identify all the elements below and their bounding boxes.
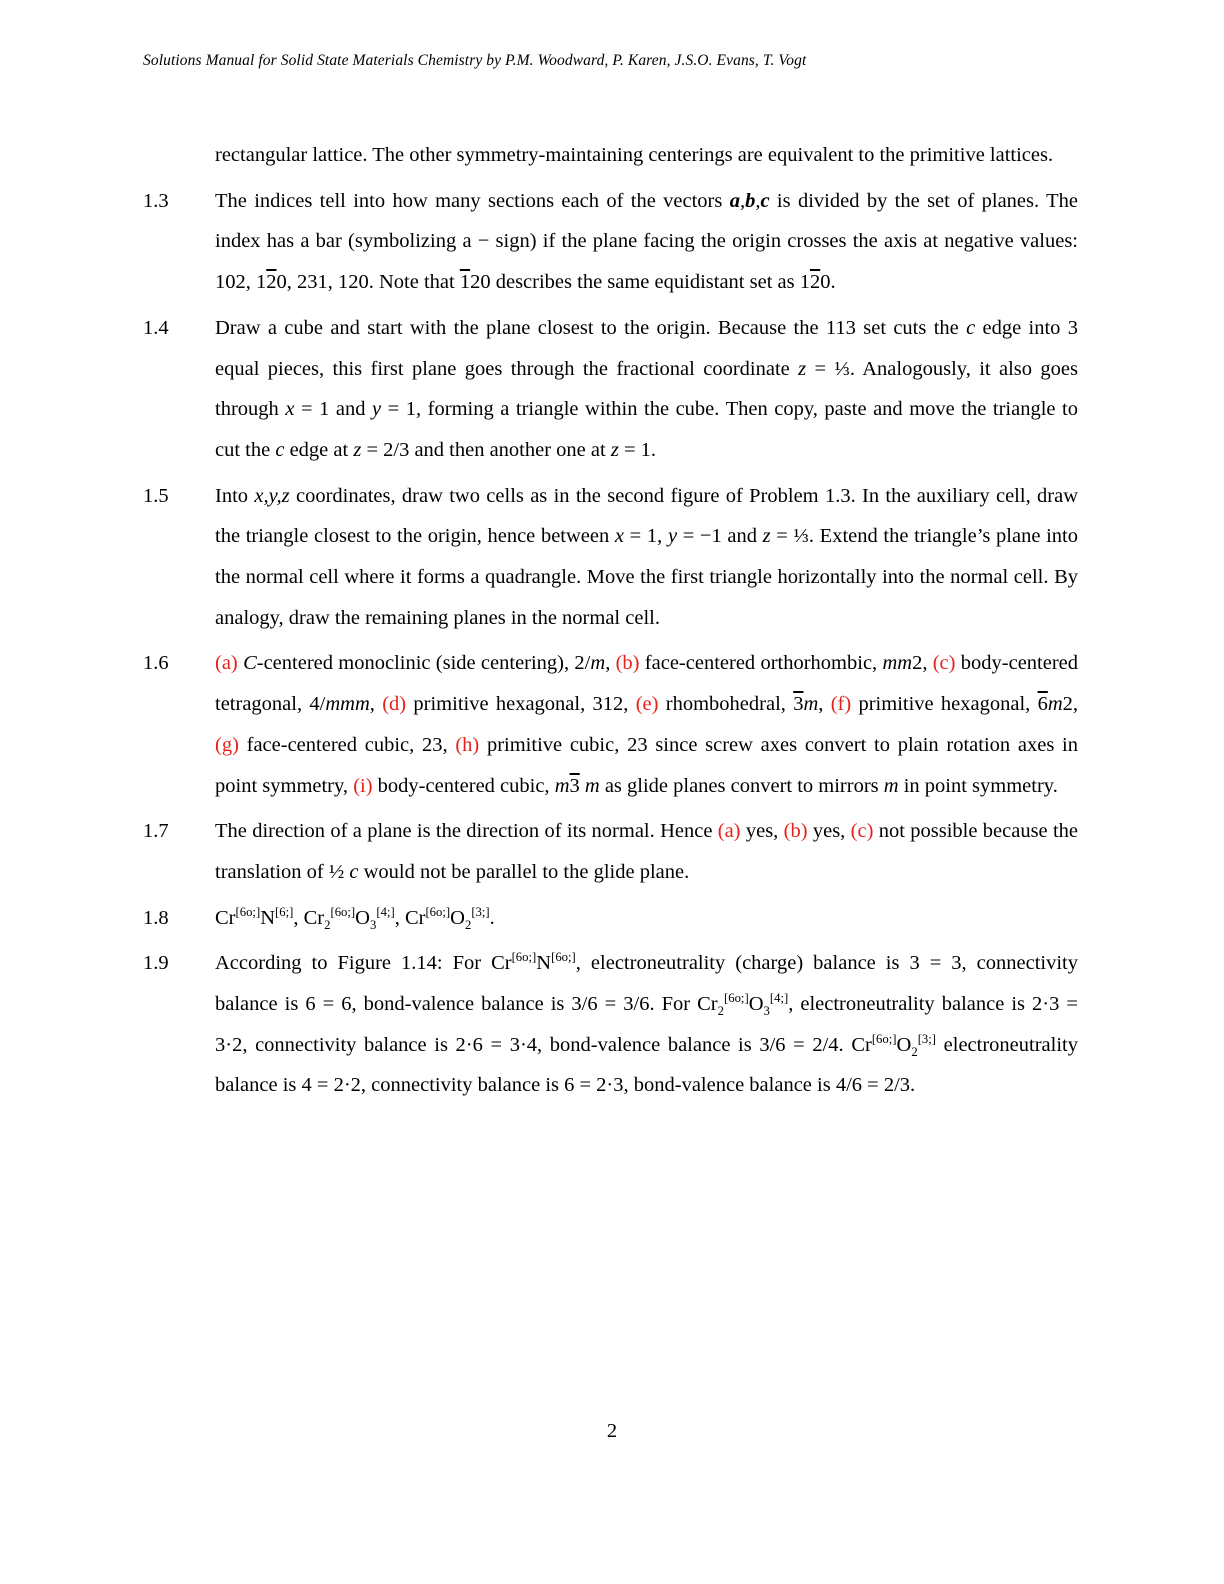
paragraph-1-5 [143, 473, 1078, 639]
paragraph-1-3 [143, 178, 1078, 303]
document-body [143, 132, 1078, 1108]
paragraph-number-1-5: 1.5 [143, 484, 169, 507]
paragraph-number-1-8: 1.8 [143, 906, 169, 929]
paragraph-text-1-4: Draw a cube and start with the plane closest to the origin. Because the 113 set cuts the c edge into 3 equal pieces, this first plane goes through the fractional coordinate z = ⅓. Analogously, it also goes through x = 1 and y = 1, forming a triangle within the cube. Then copy, paste and move the triangle to cut the c edge at z = 2/3 and then another one at z = 1. [215, 316, 1078, 461]
page-number: 2 [606, 1420, 618, 1442]
paragraph-text-1-3: The indices tell into how many sections each of the vectors a,b,c is divided by the set of planes. The index has a bar (symbolizing a − sign) if the plane facing the origin crosses the axis at negative values: 102, 120, 231, 120. Note that 120 describes the same equidistant set as 120. [215, 189, 1078, 294]
paragraph-number-1-3: 1.3 [143, 189, 169, 212]
paragraph-1-6 [143, 640, 1078, 806]
paragraph-1-4 [143, 305, 1078, 471]
paragraph-1-7 [143, 808, 1078, 892]
paragraph-text-1-9: According to Figure 1.14: For Cr[6o;]N[6o;], electroneutrality (charge) balance is 3 = 3, connectivity balance is 6 = 6, bond-valence balance is 3/6 = 3/6. For $Cr_2[6o;]O_3[4;]$, electroneutrality balance is 2·3 = 3·2, connectivity balance is 2·6 = 3·4, bond-valence balance is 3/6 = 2/4. $Cr[6o;]O_2[3;]$ electroneutrality balance is 4 = 2·2, connectivity balance is 6 = 2·3, bond-valence balance is 4/6 = 2/3. [215, 950, 1078, 1097]
paragraph-number-1-6: 1.6 [143, 652, 169, 675]
paragraph-text-1-8: Cr[6o;]N[6;], $Cr_2[6o;]O_3[4;]$, $Cr[6o;]O_2[3;]$. [215, 904, 495, 932]
paragraph-number-1-4: 1.4 [143, 316, 169, 339]
paragraph-1-8 [143, 895, 1078, 939]
paragraph-1-9 [143, 940, 1078, 1106]
paragraph-text: rectangular lattice. The other symmetry-maintaining centerings are equivalent to the primitive lattices. [215, 144, 1054, 166]
paragraph-number [143, 132, 215, 135]
running-header: Solutions Manual for Solid State Materials Chemistry by P.M. Woodward, P. Karen, J.S.O. Evans, T. Vogt [143, 52, 807, 69]
paragraph-number-1-9: 1.9 [143, 952, 169, 975]
paragraph-number-1-7: 1.7 [143, 820, 169, 843]
paragraph-text-1-5: Into x,y,z coordinates, draw two cells as in the second figure of Problem 1.3. In the auxiliary cell, draw the triangle closest to the origin, hence between x = 1, y = −1 and z = ⅓. Extend the triangle’s plane into the normal cell where it forms a quadrangle. Move the first triangle horizontally into the normal cell. By analogy, draw the remaining planes in the normal cell. [215, 484, 1078, 629]
paragraph-text-1-6: (a) C-centered monoclinic (side centering), 2/m, (b) face-centered orthorhombic, mm2, (c) body-centered tetragonal, 4/mmm, (d) primitive hexagonal, 312, (e) rhombohedral, 3m, (f) primitive hexagonal, 6m2, (g) face-centered cubic, 23, (h) primitive cubic, 23 since screw axes convert to plain rotation axes in point symmetry, (i) body-centered cubic, m3 m as glide planes convert to mirrors m in point symmetry. [215, 652, 1079, 797]
paragraph-continuation [143, 132, 1078, 176]
paragraph-text-1-7: The direction of a plane is the direction of its normal. Hence (a) yes, (b) yes, (c) not possible because the translation of ½ c would not be parallel to the glide plane. [215, 820, 1079, 883]
